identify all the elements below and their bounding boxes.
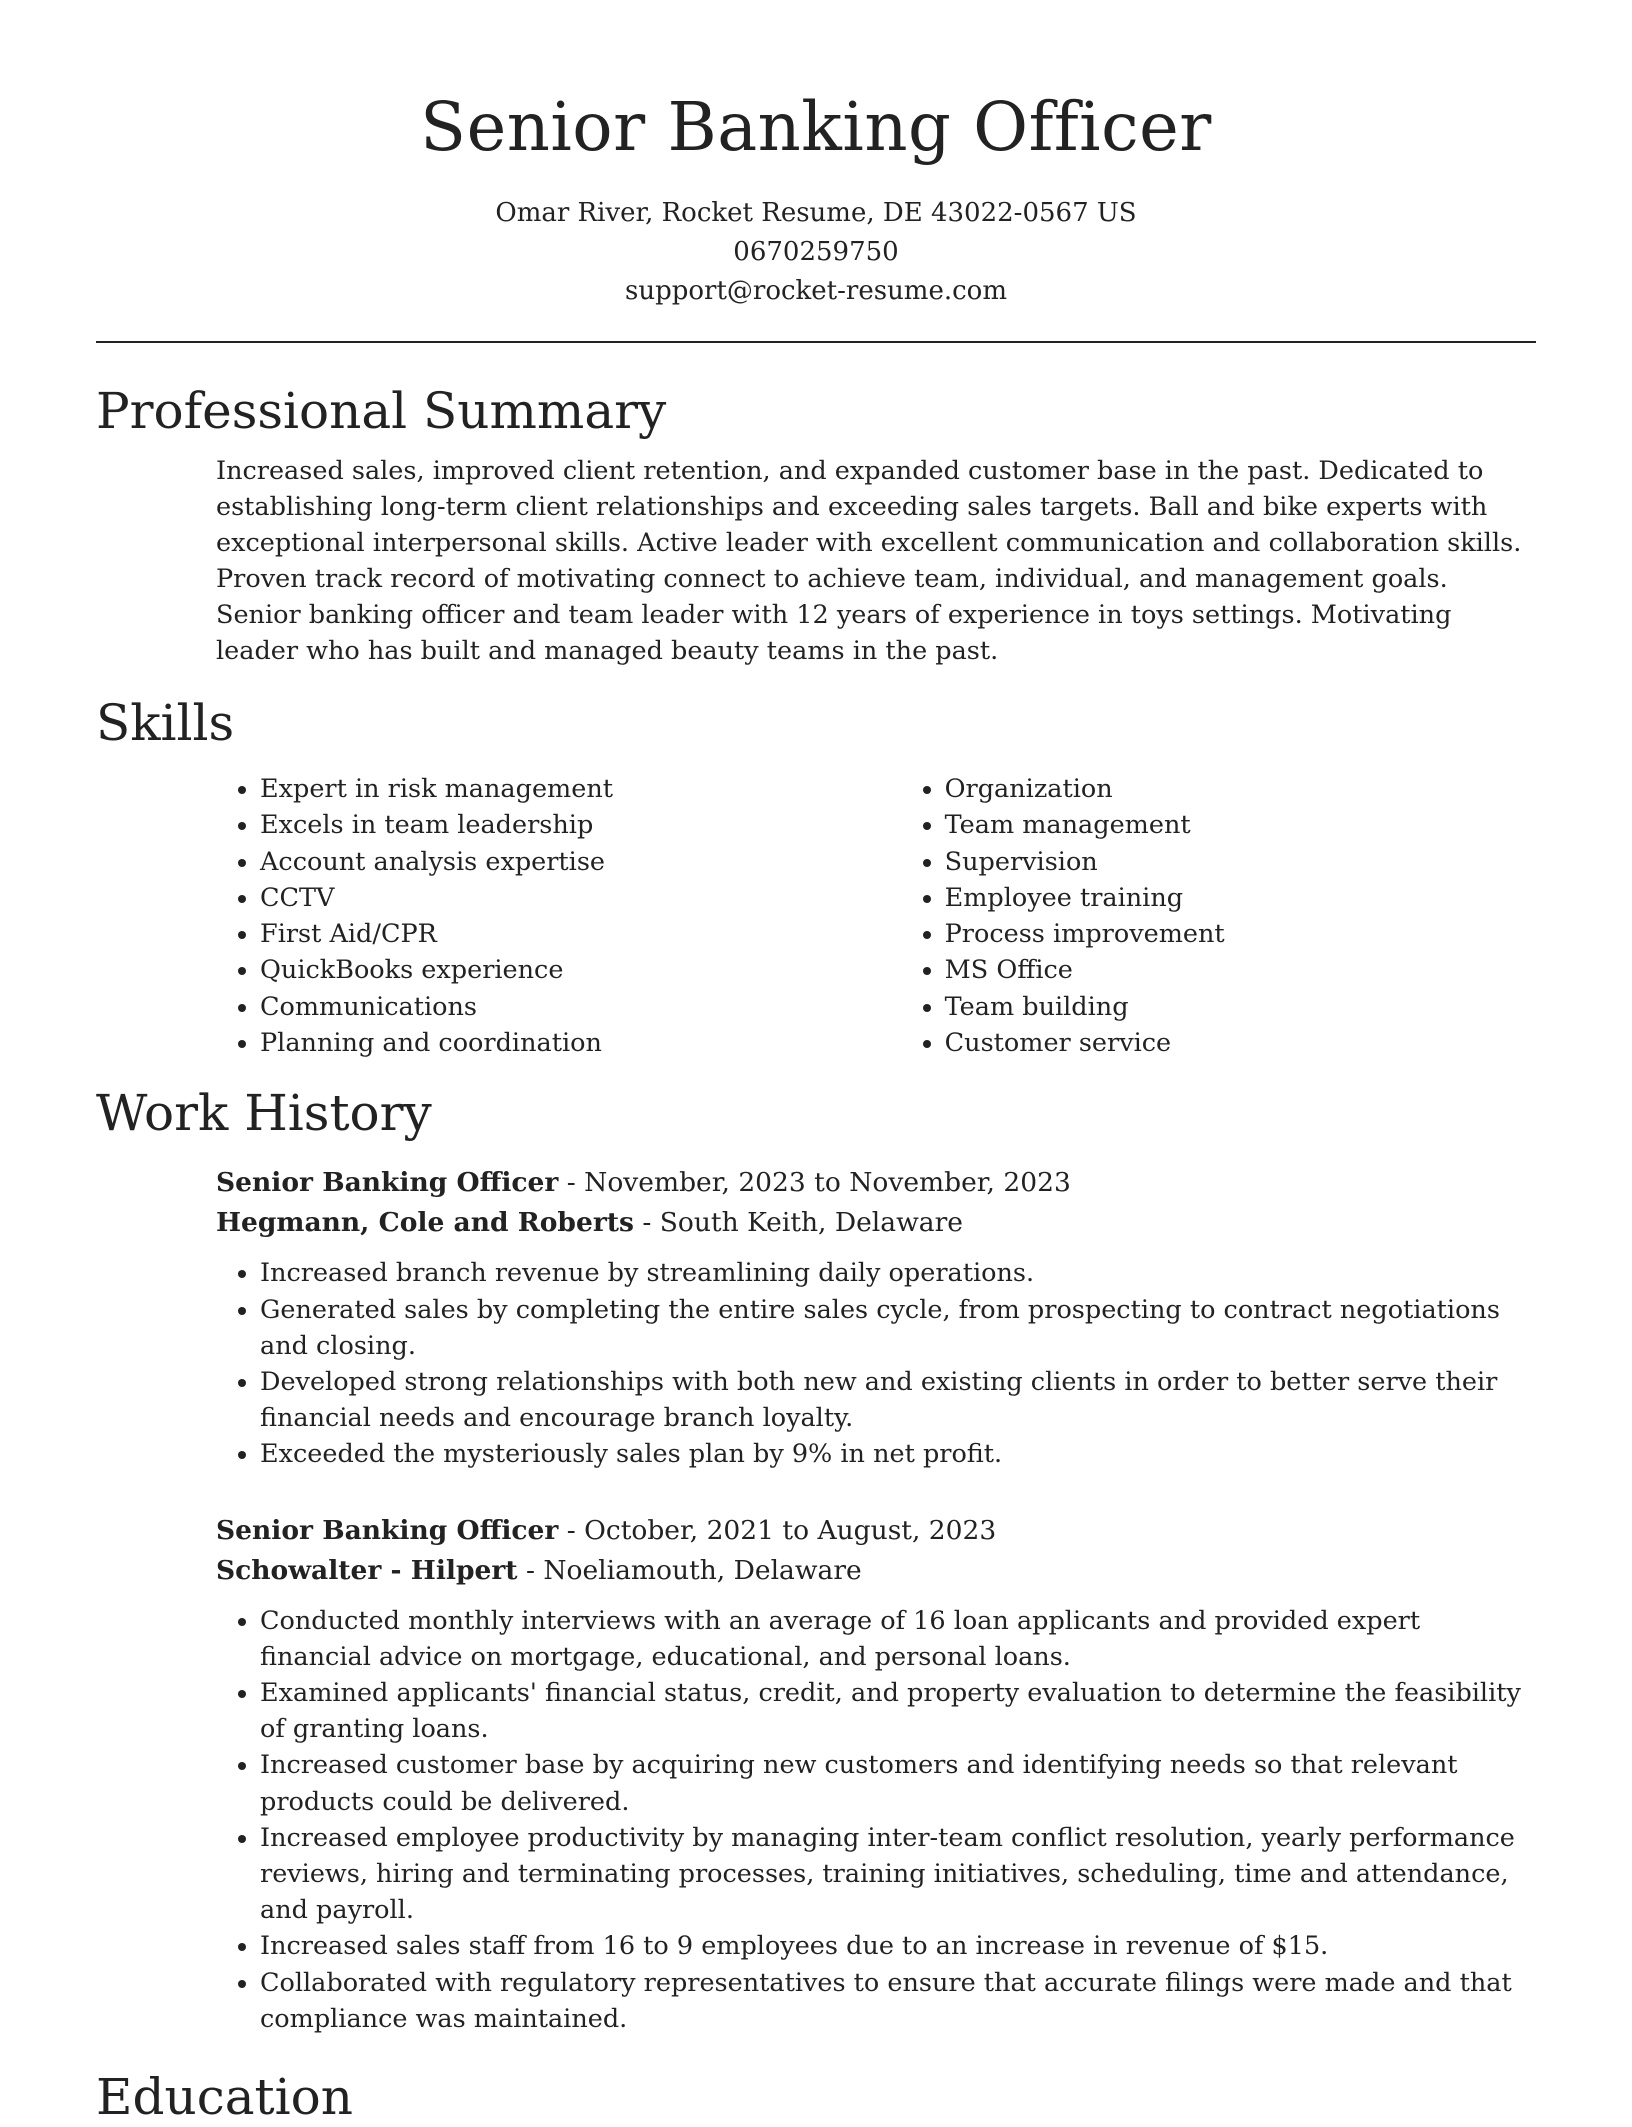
phone-line: 0670259750: [733, 237, 899, 267]
job-company-line: [216, 1203, 1536, 1243]
job-location: - South Keith, Delaware: [633, 1207, 963, 1239]
job-company: Schowalter - Hilpert: [216, 1554, 518, 1586]
skill-item: • MS Office: [945, 952, 1536, 988]
job-bullet: • Conducted monthly interviews with an average of 16 loan applicants and provided expert financial advice on mortgage, educational, and personal loans.: [260, 1603, 1536, 1675]
skill-item: • Expert in risk management: [260, 771, 901, 807]
job-bullets: [216, 1603, 1536, 2037]
address-line: Omar River, Rocket Resume, DE 43022-0567 US: [495, 198, 1137, 228]
job-bullet: • Increased employee productivity by managing inter-team conflict resolution, yearly performance reviews, hiring and terminating processes, training initiatives, scheduling, time and attendance, and payroll.: [260, 1820, 1536, 1929]
skill-item: • Customer service: [945, 1025, 1536, 1061]
job-company-line: [216, 1551, 1536, 1591]
contact-info: [96, 194, 1536, 311]
skill-item: • Team management: [945, 807, 1536, 843]
job-role: Senior Banking Officer: [216, 1167, 559, 1199]
job-role-line: [216, 1163, 1536, 1203]
skill-item: • Communications: [260, 989, 901, 1025]
skill-item: • CCTV: [260, 880, 901, 916]
resume-title: Senior Banking Officer: [420, 88, 1212, 166]
skill-item: • Excels in team leadership: [260, 807, 901, 843]
skill-item: • QuickBooks experience: [260, 952, 901, 988]
resume-header: [96, 0, 1536, 311]
job-role: Senior Banking Officer: [216, 1514, 559, 1546]
education-heading: Education: [96, 2068, 353, 2127]
skill-item: • First Aid/CPR: [260, 916, 901, 952]
job-bullet: • Increased sales staff from 16 to 9 employees due to an increase in revenue of $15.: [260, 1928, 1536, 1964]
job-bullet: • Examined applicants' financial status, credit, and property evaluation to determine the feasibility of granting loans.: [260, 1675, 1536, 1747]
summary-text: Increased sales, improved client retention, and expanded customer base in the past. Dedicated to establishing long-term client relationships and exceeding sales targets. Ball and bike experts with exceptional interpersonal skills. Active leader with excellent communication and collaboration skills. Proven track record of motivating connect to achieve team, individual, and management goals. Senior banking officer and team leader with 12 years of experience in toys settings. Motivating leader who has built and managed beauty teams in the past.: [216, 456, 1522, 666]
skills-list: [216, 771, 1536, 1061]
job-bullet: • Increased customer base by acquiring new customers and identifying needs so that relevant products could be delivered.: [260, 1747, 1536, 1819]
job-location: - Noeliamouth, Delaware: [517, 1554, 862, 1586]
job-bullet: • Increased branch revenue by streamlining daily operations.: [260, 1255, 1536, 1291]
job-entry: [216, 1511, 1536, 2037]
job-bullets: [216, 1255, 1536, 1472]
skills-heading: Skills: [96, 694, 235, 752]
summary-heading: Professional Summary: [96, 382, 667, 440]
header-divider: [96, 341, 1536, 343]
skills-column-left: [216, 771, 901, 1061]
resume-page: [96, 0, 1536, 2127]
skill-item: • Account analysis expertise: [260, 844, 901, 880]
email-line: support@rocket-resume.com: [624, 276, 1007, 306]
job-bullet: • Generated sales by completing the entire sales cycle, from prospecting to contract negotiations and closing.: [260, 1292, 1536, 1364]
job-bullet: • Exceeded the mysteriously sales plan by 9% in net profit.: [260, 1436, 1536, 1472]
job-company: Hegmann, Cole and Roberts: [216, 1207, 634, 1239]
work-history-heading: Work History: [96, 1084, 432, 1143]
job-bullet: • Developed strong relationships with both new and existing clients in order to better serve their financial needs and encourage branch loyalty.: [260, 1364, 1536, 1436]
skill-item: • Employee training: [945, 880, 1536, 916]
job-dates: - November, 2023 to November, 2023: [558, 1167, 1071, 1199]
skill-item: • Team building: [945, 989, 1536, 1025]
skill-item: • Process improvement: [945, 916, 1536, 952]
job-bullet: • Collaborated with regulatory representatives to ensure that accurate filings were made and that compliance was maintained.: [260, 1965, 1536, 2037]
skill-item: • Supervision: [945, 844, 1536, 880]
job-role-line: [216, 1511, 1536, 1551]
skill-item: • Organization: [945, 771, 1536, 807]
skills-column-right: [901, 771, 1536, 1061]
job-dates: - October, 2021 to August, 2023: [558, 1514, 997, 1546]
skill-item: • Planning and coordination: [260, 1025, 901, 1061]
job-entry: [216, 1163, 1536, 1472]
